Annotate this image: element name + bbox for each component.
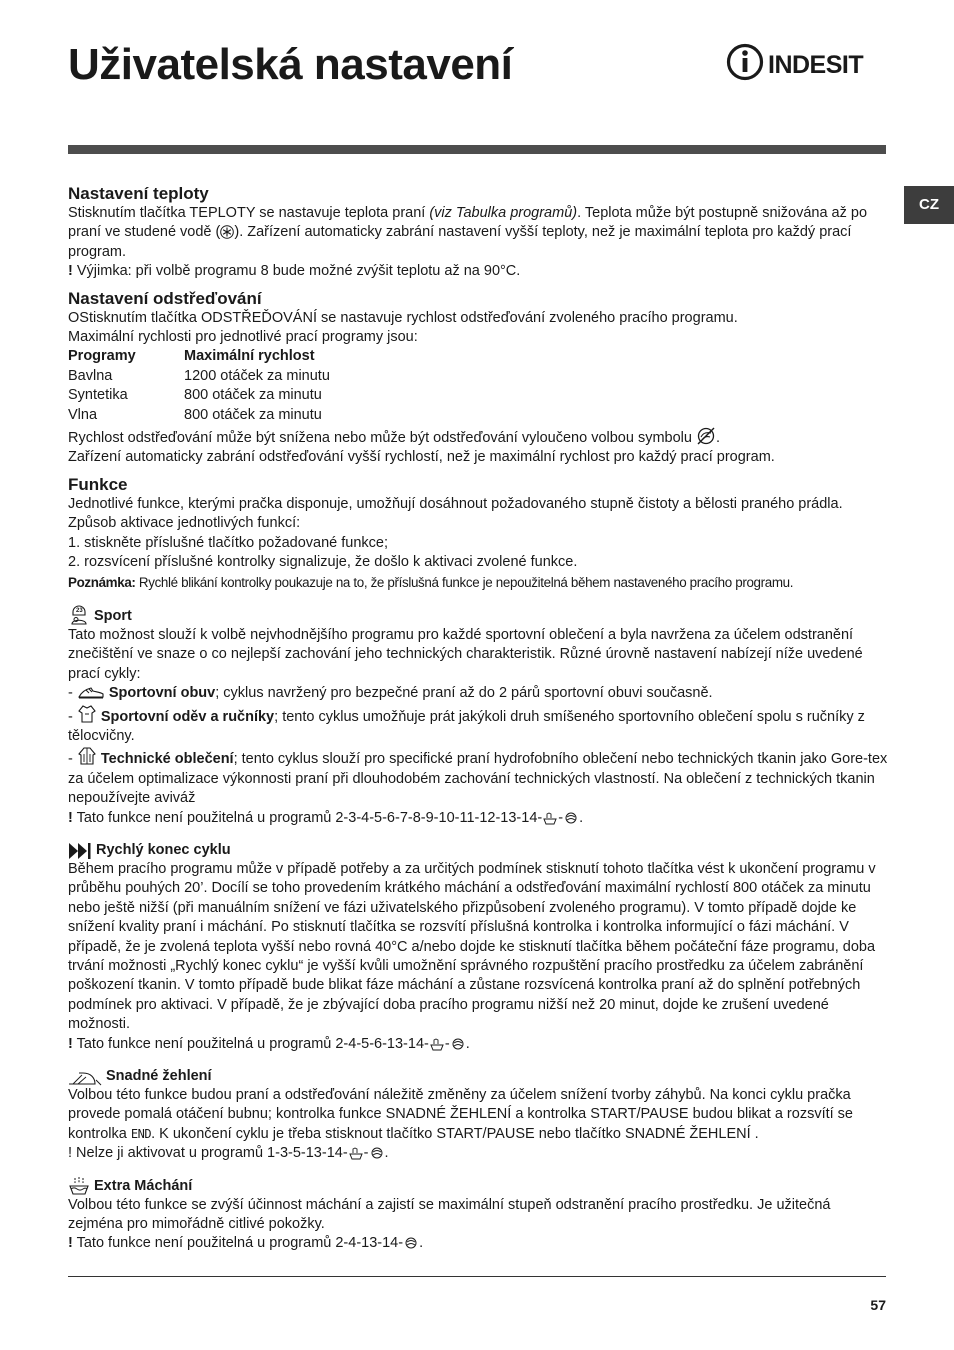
subheading-extra-rinse [68, 1176, 888, 1196]
text-span: ). Zařízení automaticky zabrání nastavení vyšší teploty, než je maximální teplota pro každý prací program. [68, 224, 852, 260]
text-span: Rychlé blikání kontrolky poukazuje na to, že příslušná funkce je nepoužitelná během nastaveného pracího programu. [135, 574, 794, 590]
sport-clothes-icon [77, 704, 97, 724]
svg-text:23: 23 [76, 607, 83, 614]
text-span: Rychlost odstřeďování může být snížena nebo může být odstřeďování vyloučeno volbou symbolu [68, 430, 696, 447]
text-span: Volbou této funkce budou praní a odstřeďování náležitě změněny za účelem snížení tvorby záhybů. Na konci cyklu pračka provede pomalá otáčení bubnu; kontrolka funkce SNADNÉ ŽEHLENÍ a kontrolka START/PAUSE budou blikat a rozsvítí se kontrolka [68, 1087, 853, 1142]
handwash-icon [542, 811, 558, 825]
table-cell-speed: 800 otáček za minutu [184, 387, 322, 404]
extra-rinse-paragraph: Volbou této funkce se zvýší účinnost máchání a zajistí se maximální stupeň odstranění pracího prostředku. Je užitečná zejména pro mimořádně citlivé pokožky. [68, 1196, 831, 1233]
table-cell-program: Syntetika [68, 387, 128, 404]
wool-icon [450, 1037, 466, 1051]
text-span: Tato funkce není použitelná u programů 2-3-4-5-6-7-8-9-10-11-12-13-14- [72, 809, 543, 826]
header-divider [68, 145, 886, 154]
functions-step-2: 2. rozsvícení příslušné kontrolky signalizuje, že došlo k aktivaci zvolené funkce. [68, 554, 578, 571]
page-number: 57 [870, 1297, 886, 1313]
note-label: Poznámka: [68, 574, 136, 590]
text-span: Výjimka: při volbě programu 8 bude možné zvýšit teplotu až na 90°C. [72, 263, 521, 280]
table-cell-speed: 800 otáček za minutu [184, 406, 322, 423]
brand-name: INDESIT [768, 51, 864, 79]
subheading-label: Snadné žehlení [106, 1068, 212, 1085]
text-span: . [579, 809, 584, 826]
functions-note [68, 573, 888, 592]
table-header-programs: Programy [68, 348, 136, 365]
fast-end-paragraph: Během pracího programu může v případě potřeby a za určitých podmínek stisknutí tohoto tlačítka vést k ukončení programu v průběhu pouhých 20’. Docílí se toho provedením krátkého máchání a odstřeďování maximální rychlostí 800 otáček za minutu nebo ještě nižší (při manuálním snížení ve fázi uživatelského přizpůsobení zvoleného programu). V tomto případě dojde ke snížení kvality praní i máchání. Po stisknutí tlačítka se rozsvítí příslušná kontrolka i kontrolka informující o fázi máchání. V případě, že je zvolená teplota vyšší nebo rovná 40°C a/nebo dojde ke stisknutí tlačítka během počáteční fáze programu, doba trvání možnosti „Rychlý konec cyklu“ je vyšší kvůli umožnění správného rozpuštění pracího prostředku za účelem zabránění poškození tkanin. V tomto případě bude blikat fáze máchání a zůstane rozsvícená kontrolka praní až do splnění potřebných podmínek pro aktivaci. V případě, že je zbývající doba pracího programu nižší než 20 minut, dojde ke zrušení uvedené možnosti. [68, 860, 876, 1033]
temperature-note [68, 262, 888, 281]
text-span: . [465, 1035, 470, 1052]
extra-rinse-note [68, 1234, 888, 1253]
section-heading-temperature: Nastavení teploty [68, 184, 209, 203]
spin-speed-table [68, 347, 888, 425]
warning-mark: ! [68, 263, 73, 280]
sport-item-clothes [68, 704, 888, 747]
fast-forward-icon [68, 842, 92, 860]
subheading-label: Rychlý konec cyklu [96, 841, 231, 858]
easy-iron-note [68, 1144, 888, 1163]
fast-end-note [68, 1035, 888, 1054]
table-cell-program: Vlna [68, 406, 98, 423]
warning-mark: ! [68, 1235, 73, 1252]
text-span: Tato funkce není použitelná u programů 2-4-5-6-13-14- [72, 1035, 429, 1052]
temperature-paragraph [68, 204, 888, 262]
text-span: Stisknutím tlačítka TEPLOTY se nastavuje teplota praní [68, 205, 430, 221]
brand-logo-graphic [726, 42, 888, 82]
functions-step-1: 1. stiskněte příslušné tlačítko požadované funkce; [68, 534, 388, 551]
functions-paragraph-2: Způsob aktivace jednotlivých funkcí: [68, 515, 301, 532]
iron-icon [68, 1070, 102, 1086]
warning-mark: ! [68, 809, 73, 826]
text-span: ; tento cyklus slouží pro specifické praní hydrofobního oblečení nebo technických tkanin jako Gore-tex za účelem optimalizace výkonnosti praní při dlouhodobém zachování technických vlastností. Na oblečení z technických tkanin nepoužívejte aviváž [68, 751, 888, 807]
section-heading-spin: Nastavení odstřeďování [68, 288, 262, 308]
text-span: Tato funkce není použitelná u programů 2-4-13-14- [72, 1235, 404, 1252]
subheading-easy-iron [68, 1066, 888, 1086]
text-span: ! Nelze ji aktivovat u programů 1-3-5-13-14- [68, 1145, 348, 1162]
language-tab: CZ [904, 186, 954, 224]
text-span: - [444, 1035, 450, 1052]
content [68, 183, 888, 1254]
functions-paragraph-1: Jednotlivé funkce, kterými pračka disponuje, umožňují dosáhnout požadovaného stupně čistoty a bělosti praného prádla. [68, 495, 843, 512]
text-span: - [363, 1145, 369, 1162]
wool-icon [369, 1146, 385, 1160]
subheading-fast-end [68, 840, 888, 860]
cold-water-icon [220, 225, 234, 239]
text-span: ; cyklus navržený pro bezpečné praní až do 2 párů sportovní obuvi současně. [215, 685, 713, 702]
text-span: - [558, 809, 564, 826]
item-label: Technické oblečení [100, 751, 234, 768]
sport-item-technical [68, 746, 888, 808]
end-indicator-label: END [130, 1126, 152, 1141]
text-span: . K ukončení cyklu je třeba stisknout tlačítko START/PAUSE nebo tlačítko SNADNÉ ŽEHLENÍ . [151, 1125, 759, 1142]
sport-note [68, 809, 888, 828]
handwash-icon [348, 1146, 364, 1160]
no-spin-icon [696, 427, 716, 445]
footer-divider [68, 1276, 886, 1277]
table-cell-program: Bavlna [68, 367, 113, 384]
text-span: . Teplota může být postupně snižována až po praní ve studené vodě ( [68, 205, 868, 241]
table-cell-speed: 1200 otáček za minutu [184, 367, 330, 384]
page-title: Uživatelská nastavení [68, 40, 513, 89]
table-reference: (viz Tabulka programů) [429, 205, 578, 221]
spin-paragraph-4: Zařízení automaticky zabrání odstřeďování vyšší rychlostí, než je maximální rychlost pro každý prací program. [68, 449, 775, 466]
text-span: . [384, 1145, 389, 1162]
sport-item-shoes [68, 684, 888, 703]
table-header-speed: Maximální rychlost [184, 348, 315, 365]
extra-rinse-icon [68, 1176, 90, 1196]
subheading-sport [68, 604, 888, 626]
sport-paragraph: Tato možnost slouží k volbě nejvhodnějšího programu pro každé sportovní oblečení a byla navržena za účelem odstranění znečištění ve snaze o co nejlepší zachování jeho technických charakteristik. Různé úrovně nastavení nabízejí níže uvedené prací cykly: [68, 626, 863, 682]
subheading-label: Sport [94, 607, 132, 624]
technical-clothing-icon [77, 746, 97, 766]
text-span: . [419, 1235, 424, 1252]
text-span: . [715, 430, 720, 447]
text-span: - [68, 685, 77, 702]
sport-shoes-icon [77, 686, 105, 700]
spin-paragraph-3 [68, 427, 888, 448]
spin-paragraph-1: OStisknutím tlačítka ODSTŘEĎOVÁNÍ se nastavuje rychlost odstřeďování zvoleného pracího programu. [68, 309, 738, 326]
text-span: ; tento cyklus umožňuje prát jakýkoli druh smíšeného sportovního oblečení spolu s ručníky z tělocvičny. [68, 708, 865, 744]
item-label: Sportovní obuv [108, 685, 216, 702]
sport-icon [68, 604, 90, 626]
warning-mark: ! [68, 1035, 73, 1052]
section-heading-functions: Funkce [68, 474, 128, 494]
subheading-label: Extra Máchání [94, 1177, 193, 1194]
text-span: - [68, 751, 77, 768]
indesit-logo [726, 42, 888, 82]
wool-icon [563, 811, 579, 825]
handwash-icon [429, 1037, 445, 1051]
text-span: - [68, 708, 77, 725]
item-label: Sportovní oděv a ručníky [100, 708, 275, 725]
easy-iron-paragraph [68, 1086, 888, 1144]
spin-paragraph-2: Maximální rychlosti pro jednotlivé prací programy jsou: [68, 329, 418, 346]
wool-icon [403, 1236, 419, 1250]
